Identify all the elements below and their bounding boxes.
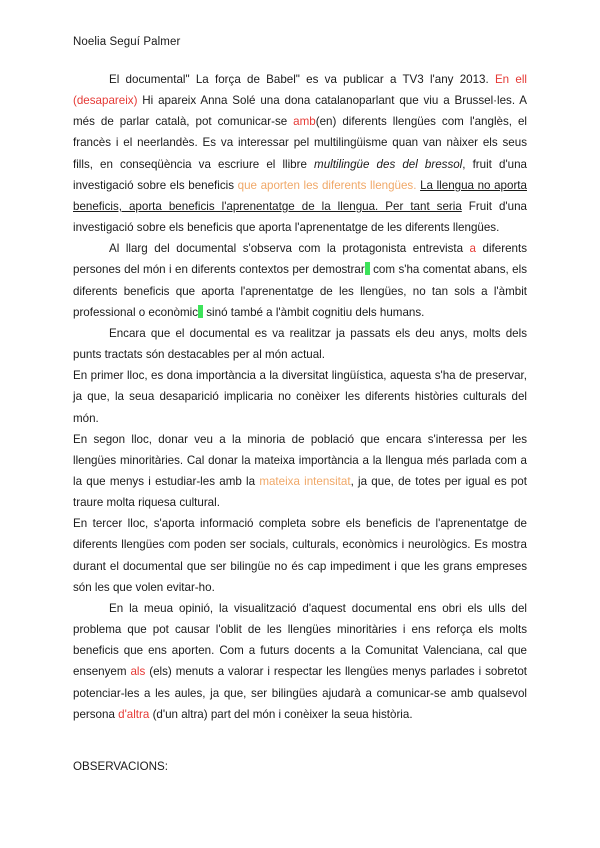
text-run: com s'ha comentat abans, els diferents beneficis que aporta l'aprenentatge de les llengües, no tan sols a l'àmbit professional o econòmic [73, 263, 527, 319]
text-run: (d'un altra) part del món i conèixer la seua història. [149, 707, 413, 721]
correction-text: amb [293, 115, 316, 129]
paragraph-relevance: Encara que el documental es va realitzar ja passats els deu anys, molts dels punts tractats són destacables per al món actual. [73, 326, 527, 362]
text-run: (els) menuts a valorar i respectar les llengües menys parlades i sobretot potenciar-les a les aules, ja que, ser bilingües ajudarà a comunicar-se amb qualsevol persona [73, 665, 527, 721]
text-run: , ja que, de totes per igual es pot traure molta riquesa cultural. [73, 474, 527, 510]
paragraph-second-point [73, 429, 527, 514]
underlined-comment: La llengua no aporta beneficis, aporta beneficis l'aprenentatge de la llengua. Per tant seria [73, 178, 527, 213]
text-run: En la meua opinió, la visualització d'aquest documental ens obri els ulls del problema que pot causar l'oblit de les llengües minoritàries i ens reforça els molts beneficis que ens aporten. Com a futurs docents a la Comunitat Valenciana, cal que ensenyem [73, 601, 527, 679]
correction-text: a [469, 242, 476, 256]
essay-body [73, 69, 527, 725]
text-run: En segon lloc, donar veu a la minoria de població que encara s'interessa per les llengües minoritàries. Cal donar la mateixa importància a la llengua més parlada com a la que menys i estudiar-les amb la [73, 432, 527, 488]
text-run: Hi apareix Anna Solé una dona catalanoparlant que viu a Brussel·les. A més de parlar català, pot comunicar-se [73, 94, 527, 129]
correction-text: En ell (desapareix) [73, 73, 527, 108]
text-run: Fruit d'una investigació sobre els beneficis que aporta l'aprenentatge de les diferents llengües. [73, 199, 527, 235]
text-run: sinó també a l'àmbit cognitiu dels humans. [203, 305, 425, 319]
text-run: diferents persones del món i en diferents contextos per demostrar [73, 242, 527, 277]
observations-heading: OBSERVACIONS: [73, 760, 168, 773]
text-run: Al llarg del documental s'observa com la protagonista entrevista [109, 242, 470, 256]
text-run: (en) diferents llengües com l'anglès, el francès i el neerlandès. Es va interessar pel multilingüisme quan van nàixer els seus fills, en conseqüència va escriure el llibre [73, 115, 527, 171]
text-run: El documental" La força de Babel" es va publicar a TV3 l'any 2013. [109, 73, 495, 86]
suggestion-text: que aporten les diferents llengües. [237, 178, 417, 192]
book-title: multilingüe des del bressol [314, 157, 463, 171]
author-name: Noelia Seguí Palmer [73, 36, 181, 48]
paragraph-opinion [73, 598, 527, 725]
correction-text: als [130, 665, 146, 679]
correction-text: d'altra [118, 707, 150, 721]
paragraph-first-point: En primer lloc, es dona importància a la diversitat lingüística, aquesta s'ha de preservar, ja que, la seua desaparició implicaria no conèixer les diferents històries culturals del món. [73, 369, 527, 425]
paragraph-intro [73, 69, 527, 238]
paragraph-documentary [73, 238, 527, 323]
text-run: , fruit d'una investigació sobre els beneficis [73, 157, 527, 192]
paragraph-third-point: En tercer lloc, s'aporta informació completa sobre els beneficis de l'aprenentatge de diferents llengües com poden ser socials, culturals, econòmics i neurològics. Es mostra durant el documental que ser bilingüe no és cap impediment i que les grans empreses són les que volen evitar-ho. [73, 517, 527, 594]
suggestion-text: mateixa intensitat [259, 474, 351, 488]
